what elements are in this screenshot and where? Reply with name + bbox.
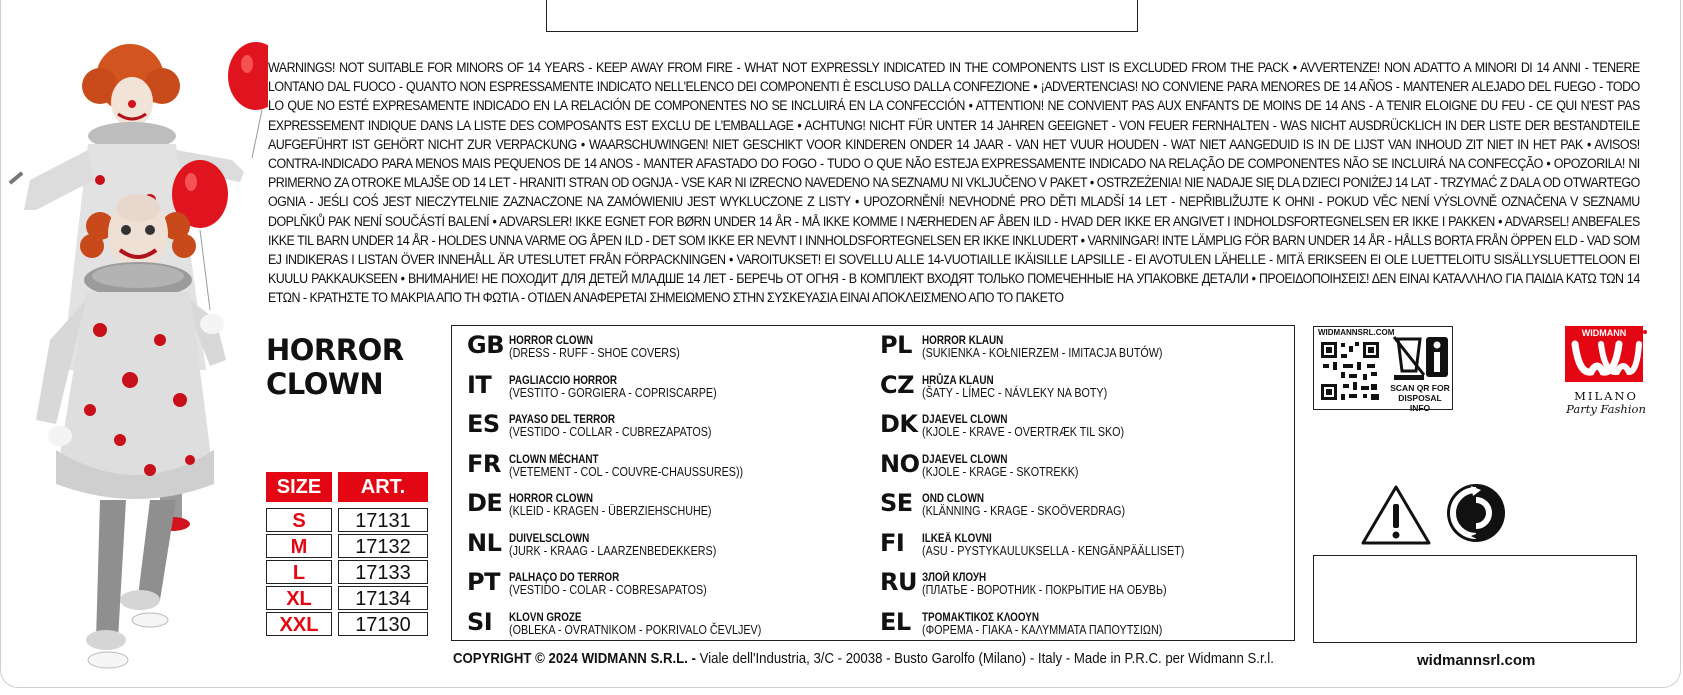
translated-name: PAGLIACCIO HORROR (509, 374, 618, 387)
translated-name: CLOWN MÉCHANT (509, 453, 599, 466)
translated-contents: (KJOLE - KRAVE - OVERTRÆK TIL SKO) (922, 425, 1125, 439)
size-column-header: SIZE (266, 472, 332, 502)
blank-label-box (1313, 555, 1637, 643)
translation-entry (880, 490, 1227, 530)
language-code: PT (467, 568, 500, 596)
translation-entry (467, 372, 802, 412)
product-title (266, 333, 404, 401)
translated-name: ΤΡΟΜΑΚΤΙΚΟΣ ΚΛΟΟΥΝ (922, 611, 1040, 624)
translated-name: ILKEÄ KLOVNI (922, 532, 992, 545)
qr-disposal-block (1313, 326, 1453, 413)
size-cell: L (266, 560, 332, 584)
translated-contents: (OBLEKA - OVRATNIKOM - POKRIVALO ČEVLJEV) (509, 622, 762, 637)
brand-name: WIDMANN (1581, 328, 1627, 338)
translated-name: HORROR CLOWN (509, 493, 594, 505)
translated-name: OND CLOWN (922, 493, 985, 505)
qr-site-label: WIDMANNSRL.COM (1318, 328, 1395, 337)
qr-scan-label: SCAN QR FOR DISPOSAL INFO (1390, 383, 1450, 413)
translated-contents: (VESTIDO - COLAR - COBRESAPATOS) (509, 583, 707, 597)
language-code: CZ (880, 370, 915, 399)
language-code: SI (467, 607, 493, 636)
translated-contents: (ПЛАТЬЕ - ВОРОТНИК - ПОКРЫТИЕ НА ОБУВЬ) (922, 583, 1167, 597)
top-label-box (546, 0, 1138, 32)
language-code: DK (880, 410, 918, 438)
article-number-cell: 17133 (338, 560, 428, 584)
copyright-address: Viale dell'Industria, 3/C - 20038 - Busto Garolfo (Milano) - Italy - Made in P.R.C. per Widmann S.r.l. (695, 650, 1274, 667)
translations-column-left (467, 332, 802, 648)
product-title-line-1: HORROR (266, 333, 404, 367)
size-cell: M (266, 534, 332, 558)
warning-triangle-icon (1360, 484, 1432, 546)
language-code: IT (467, 370, 492, 399)
language-code: RU (880, 568, 917, 596)
translated-contents: (DRESS - RUFF - SHOE COVERS) (509, 346, 680, 360)
language-code: GB (467, 331, 504, 359)
translated-contents: (ŠATY - LÍMEC - NÁVLEKY NA BOTY) (922, 385, 1108, 400)
translation-entry (467, 451, 802, 491)
language-code: SE (880, 489, 913, 517)
size-cell: XL (266, 586, 332, 610)
article-number-cell: 17131 (338, 508, 428, 532)
translation-entry (467, 609, 802, 649)
translation-entry (880, 411, 1227, 451)
green-dot-recycling-icon (1445, 482, 1507, 544)
size-cell: XXL (266, 612, 332, 636)
clown-figures-image (0, 40, 268, 690)
widmann-logo-mark (1565, 326, 1647, 382)
translation-entry (467, 530, 802, 570)
size-row (266, 560, 428, 584)
translated-contents: (ΦΟΡΕΜΑ - ΓΙΑΚΑ - ΚΑΛΥΜΜΑΤΑ ΠΑΠΟΥΤΣΙΩΝ) (922, 622, 1163, 637)
qr-code-icon[interactable] (1319, 340, 1381, 402)
article-number-cell: 17134 (338, 586, 428, 610)
translation-entry (880, 451, 1227, 491)
costume-illustration (0, 40, 268, 690)
translated-contents: (VESTIDO - COLLAR - CUBREZAPATOS) (509, 425, 712, 439)
translation-entry (880, 569, 1227, 609)
language-code: FI (880, 528, 905, 557)
translated-contents: (KJOLE - KRAGE - SKOTREKK) (922, 464, 1079, 479)
size-row (266, 508, 428, 532)
translation-entry (880, 530, 1227, 570)
translation-entry (467, 411, 802, 451)
article-number-cell: 17132 (338, 534, 428, 558)
recycle-bin-info-icon (1390, 333, 1450, 383)
language-code: FR (467, 449, 501, 478)
translation-entry (467, 569, 802, 609)
translated-contents: (KLÄNNING - KRAGE - SKOÖVERDRAG) (922, 504, 1126, 518)
translation-entry (467, 490, 802, 530)
translated-name: PAYASO DEL TERROR (509, 414, 616, 426)
article-number-cell: 17130 (338, 612, 428, 636)
translated-name: HORROR CLOWN (509, 335, 594, 347)
translated-name: DJAEVEL CLOWN (922, 453, 1008, 466)
language-code: ES (467, 410, 500, 438)
translated-name: DJAEVEL CLOWN (922, 414, 1008, 426)
translated-contents: (JURK - KRAAG - LAARZENBEDEKKERS) (509, 543, 717, 558)
brand-tagline: Party Fashion (1566, 402, 1646, 416)
size-row (266, 534, 428, 558)
website-url[interactable]: widmannsrl.com (1417, 652, 1536, 669)
copyright-owner: COPYRIGHT © 2024 WIDMANN S.R.L. - (453, 650, 696, 667)
brand-city: MILANO (1574, 389, 1638, 403)
language-code: EL (880, 607, 911, 636)
language-code: NL (467, 528, 502, 557)
translated-name: DUIVELSCLOWN (509, 532, 590, 545)
size-row (266, 586, 428, 610)
art-column-header: ART. (338, 472, 428, 502)
brand-logo (1560, 326, 1652, 415)
translated-contents: (VETEMENT - COL - COUVRE-CHAUSSURES)) (509, 464, 744, 479)
translated-name: HRŮZA KLAUN (922, 374, 994, 387)
translation-entry (880, 609, 1227, 649)
translation-entry (880, 372, 1227, 412)
language-code: PL (880, 331, 912, 359)
translated-name: HORROR KLAUN (922, 335, 1004, 347)
translated-contents: (KLEID - KRAGEN - ÜBERZIEHSCHUHE) (509, 504, 712, 518)
translated-contents: (VESTITO - GORGIERA - COPRISCARPE) (509, 385, 717, 400)
translation-entry (880, 332, 1227, 372)
translations-column-right (880, 332, 1227, 648)
translated-contents: (SUKIENKA - KOŁNIERZEM - IMITACJA BUTÓW) (922, 346, 1163, 360)
size-row (266, 612, 428, 636)
multilingual-warnings: WARNINGS! NOT SUITABLE FOR MINORS OF 14 YEARS - KEEP AWAY FROM FIRE - WHAT NOT EXPRESSLY INDICATED IN THE COMPONENTS LIST IS EXCLUDED FROM THE PACK • AVVERTENZE! NON ADATTO A MINORI DI 14 ANNI - TENERE LONTANO DAL FUOCO - QUANTO NON ESPRESSAMENTE INDICATO NELL'ELENCO DEI COMPONENTI È ESCLUSO DALLA CONFEZIONE • ¡ADVERTENCIAS! NO CONVIENE PARA MENORES DE 14 AÑOS - MANTENER ALEJADO DEL FUEGO - TODO LO QUE NO ESTÉ EXPRESAMENTE INDICADO EN LA RELACIÓN DE COMPONENTES NO SE INCLUIRÁ EN LA CONFECCIÓN • ATTENTION! NE CONVIENT PAS AUX ENFANTS DE MOINS DE 14 ANS - A TENIR ELOIGNE DU FEU - CE QUI N'EST PAS EXPRESSEMENT INDIQUE DANS LA LISTE DES COMPOSANTS EST EXCLU DE L'EMBALLAGE • ACHTUNG! NICHT FÜR UNTER 14 JAHREN GEEIGNET - VON FEUER FERNHALTEN - WAS NICHT AUSDRÜCKLICH IN DER LISTE DER BESTANDTEILE AUFGEFÜHRT IST GEHÖRT NICHT ZUR VERPACKUNG • WAARSCHUWINGEN! NIET GESCHIKT VOOR KINDEREN ONDER 14 JAAR - VAN HET VUUR HOUDEN - WAT NIET AANGEDUID IS IN DE LIJST VAN INHOUD ZIT NIET IN HET PAK • AVISOS! CONTRA-INDICADO PARA MENOS MAIS PEQUENOS DE 14 ANOS - MANTER AFASTADO DO FOGO - TUDO O QUE NÃO ESTEJA EXPRESSAMENTE INDICADO NA RELAÇÃO DE COMPONENTES NÃO SE INCLUIRÁ NA CONFECÇÃO • OPOZORILA! NI PRIMERNO ZA OTROKE MLAJŠE OD 14 LET - HRANITI STRAN OD OGNJA - VSE KAR NI IZRECNO NAVEDENO NA SEZNAMU NI VKLJUČENO V PAKET • OSTRZEŻENIA! NIE NADAJE SIĘ DLA DZIECI PONIŻEJ 14 LAT - TRZYMAĆ Z DALA OD OTWARTEGO OGNIA - JEŚLI COŚ JEST NIECZYTELNIE ZAZNACZONE NA ZAMÓWIENIU JEST WYKLUCZONE Z LISTY • UPOZORNĚNÍ! NEVHODNÉ PRO DĚTI MLADŠÍ 14 LET - NEPŘIBLIŽUJTE K OHNI - POKUD VĚC NENÍ VÝSLOVNĚ OZNAČENA V SEZNAMU DOPLŇKŮ PAK NENÍ SOUČÁSTÍ BALENÍ • ADVARSLER! IKKE EGNET FOR BØRN UNDER 14 ÅR - MÅ IKKE KOMME I NÆRHEDEN AF ÅBEN ILD - HVAD DER IKKE ER ANGIVET I INDHOLDSFORTEGNELSEN ER IKKE I PAKKEN • ADVARSEL! ANBEFALES IKKE TIL BARN UNDER 14 ÅR - HOLDES UNNA VARME OG ÅPEN ILD - DET SOM IKKE ER NEVNT I INNHOLDSFORTEGNELSEN ER IKKE INKLUDERT • VARNINGAR! INTE LÄMPLIG FÖR BARN UNDER 14 ÅR - HÅLLS BORTA FRÅN ÖPPEN ELD - VAD SOM EJ INDIKERAS I LISTAN ÖVER INNEHÅLL ÄR UTESLUTET FRÅN FÖRPACKNINGEN • VAROITUKSET! EI SOVELLU ALLE 14-VUOTIAILLE IKÄISILLE LAPSILLE - EI AVOTULEN LÄHELLE - MITÄ ERIKSEEN EI OLE LUETTELOITU SISÄLLYSLUETTELOON EI KUULU PAKKAUKSEEN • ВНИМАНИЕ! НЕ ПОХОДИТ ДЛЯ ДЕТЕЙ МЛАДШЕ 14 ЛЕТ - БЕРЕЧЬ ОТ ОГНЯ - В КОМПЛЕКТ ВХОДЯТ ТОЛЬКО ПОМЕЧЕННЫЕ НА УПАКОВКЕ ДЕТАЛИ • ΠΡΟΕΙΔΟΠΟΙΗΣΕΙΣ! ΔΕΝ ΕΙΝΑΙ ΚΑΤΑΛΛΗΛΟ ΓΙΑ ΠΑΙΔΙΑ ΚΑΤΩ ΤΩΝ 14 ΕΤΩΝ - ΚΡΑΤΗΣΤΕ ΤΟ ΜΑΚΡΙΑ ΑΠΟ ΤΗ ΦΩΤΙΑ - ΟΤΙΔΕΝ ΑΝΑΦΕΡΕΤΑΙ ΣΗΜΕΙΩΜΕΝΟ ΣΤΗΝ ΣΥΣΚΕΥΑΣΙΑ ΕΙΝΑΙ ΑΠΟΚΛΕΙΣΜΕΝΟ ΑΠΟ ΤΟ ΠΑΚΕΤΟ (268, 60, 1640, 306)
size-table (266, 472, 428, 638)
copyright-line (453, 650, 1274, 667)
translated-name: PALHAÇO DO TERROR (509, 572, 620, 584)
size-cell: S (266, 508, 332, 532)
language-code: DE (467, 489, 503, 517)
translated-contents: (ASU - PYSTYKAULUKSELLA - KENGÄNPÄÄLLISET) (922, 543, 1185, 558)
translations-box (451, 325, 1295, 641)
product-title-line-2: CLOWN (266, 367, 384, 401)
translation-entry (467, 332, 802, 372)
language-code: NO (880, 449, 920, 478)
translated-name: ЗЛОЙ КЛОУН (922, 572, 987, 584)
translated-name: KLOVN GROZE (509, 611, 582, 624)
